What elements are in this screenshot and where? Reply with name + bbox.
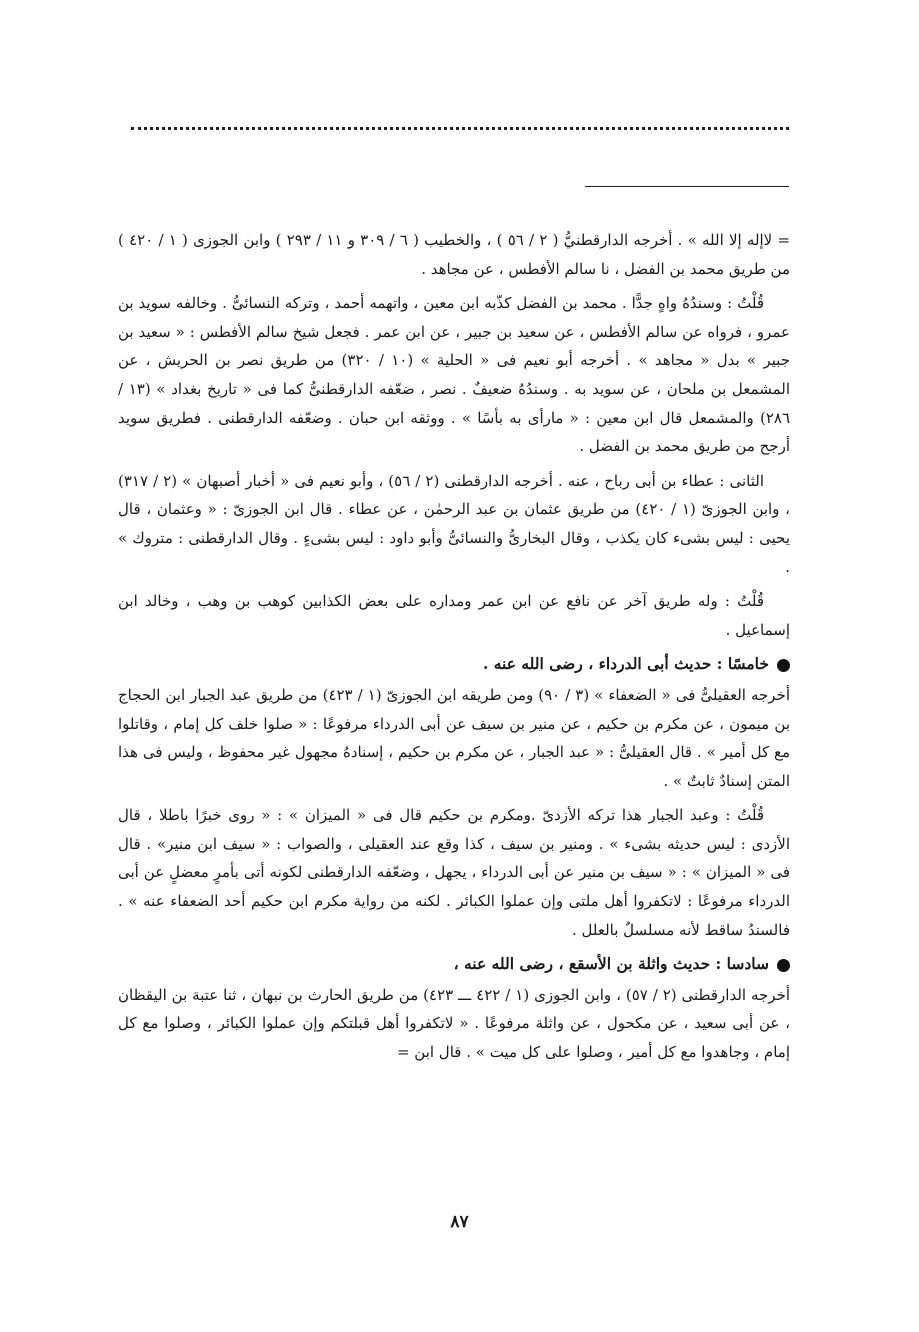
paragraph-second-route: الثانى : عطاء بن أبى رباح ، عنه . أخرجه الدارقطنى (٢ / ٥٦) ، وأبو نعيم فى « أخبار أصبهان » (٢ / ٣١٧) ، وابن الجوزىّ (١ / ٤٢٠) من طريق عثمان بن عبد الرحمٰن ، عن عطاء . قال ابن الجوزىّ : « وعثمان ، قال يحيى : ليس بشىء كان يكذب ، وقال البخارىُّ والنسائىُّ وأبو داود : ليس بشىءٍ . وقال الدارقطنى : متروك » . [118, 471, 791, 576]
heading-text: خامسًا : حديث أبى الدرداء ، رضى الله عنه . [482, 654, 769, 674]
heading-text: سادسا : حديث واثلة بن الأسقع ، رضى الله عنه ، [453, 954, 769, 974]
bullet-icon [777, 659, 790, 672]
paragraph-daraqutni: أخرجه الدارقطنى (٢ / ٥٧) ، وابن الجوزى (١ / ٤٢٢ ـــ ٤٢٣) من طريق الحارث بن نبهان ، ثنا عتبة بن اليقظان ، عن أبى سعيد ، عن مكحول ، عن واثلة مرفوعًا . « لاتكفروا أهل قبلتكم وإن عملوا الكبائر ، وصلوا مع كل إمام ، وجاهدوا مع كل أمير ، وصلوا على كل ميت » . قال ابن = [118, 985, 791, 1062]
paragraph-continuation: = لاإله إلا الله » . أخرجه الدارقطنيُّ ( ٢ / ٥٦ ) ، والخطيب ( ٦ / ٣٠٩ و ١١ / ٢٩٣ ) وابن الجوزى ( ١ / ٤٢٠ ) من طريق محمد بن الفضل ، نا سالم الأفطس ، عن مجاهد . [118, 231, 791, 278]
paragraph-qultu-3: قُلْتُ : وعبد الجبار هذا تركه الأزدىّ .ومكرم بن حكيم قال فى « الميزان » : « روى خبرًا باطلا ، قال الأزدى : ليس حديثه بشىء » . ومنير بن سيف ، كذا وقع عند العقيلى ، والصواب : « سيف ابن منير» . قال فى « الميزان » : « سيف بن منير عن أبى الدرداء ، يجهل ، وضعّفه الدارقطنى لكونه أتى بأمرٍ معضلٍ عن أبى الدرداء مرفوعًا : لاتكفروا أهل ملتى وإن عملوا الكبائر . لكنه من رواية مكرم ابن حكيم أحد الضعفاء عنه » . فالسندُ ساقط لأنه مسلسلٌ بالعلل . [118, 806, 790, 939]
body-text [118, 226, 790, 1073]
footnote-separator [585, 186, 789, 187]
page-number: ٨٧ [450, 1212, 469, 1232]
dotted-separator [131, 127, 789, 130]
paragraph-qultu-2: قُلْتُ : وله طريق آخر عن نافع عن ابن عمر ومداره على بعض الكذابين كوهب بن وهب ، وخالد ابن إسماعيل . [118, 592, 790, 639]
paragraph-uqayli: أخرجه العقيلىُّ فى « الضعفاء » (٣ / ٩٠) ومن طريقه ابن الجوزىّ (١ / ٤٢٣) من طريق عبد الجبار ابن الحجاج بن ميمون ، عن مكرم بن حكيم ، عن منير بن سيف عن أبى الدرداء مرفوعًا : « صلوا خلف كل إمام ، وقاتلوا مع كل أمير » . قال العقيلىُّ : « عبد الجبار ، عن مكرم بن حكيم ، إسنادهُ مجهول غير محفوظ ، وليس فى هذا المتن إسنادٌ ثابتٌ » . [118, 685, 790, 790]
bullet-icon [777, 959, 790, 972]
paragraph-qultu-1: قُلْتُ : وسندُهُ واهٍ جدًّا . محمد بن الفضل كذّبه ابن معين ، واتهمه أحمد ، وتركه النسائىُّ . وخالفه سويد بن عمرو ، فرواه عن سالم الأفطس ، عن سعيد بن جبير ، عن ابن عمر . فجعل شيخ سالم الأفطس : « سعيد بن جبير » بدل « مجاهد » . أخرجه أبو نعيم فى « الحلية » (١٠ / ٣٢٠) من طريق نصر بن الحريش ، عن المشمعل بن ملحان ، عن سويد به . وسندُهُ ضعيفٌ . نصر ، ضعّفه الدارقطنىُّ كما فى « تاريخ بغداد » (١٣ / ٢٨٦) والمشمعل قال ابن معين : « مارأى به بأسًا » . ووثقه ابن حبان . وضعّفه الدارقطنى . فطريق سويد أرجح من طريق محمد بن الفضل . [118, 294, 790, 456]
section-heading-abu-darda [118, 650, 790, 679]
section-heading-wathila [118, 950, 790, 979]
